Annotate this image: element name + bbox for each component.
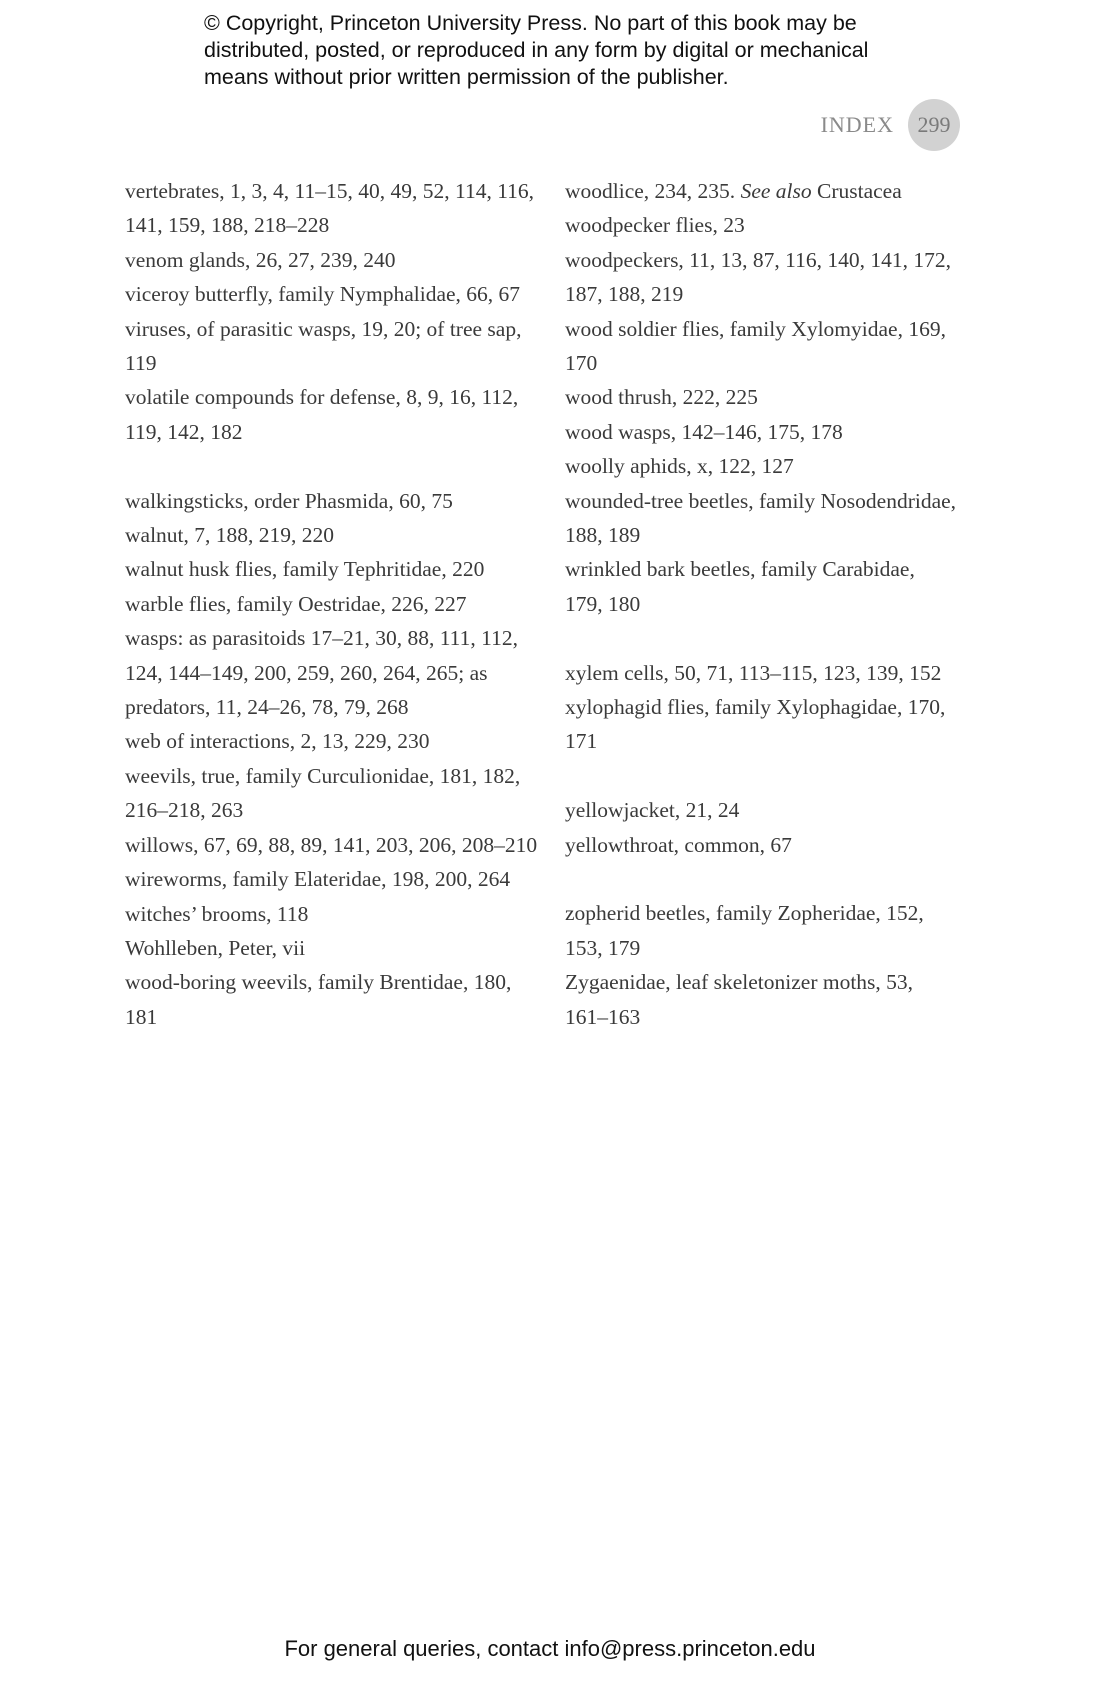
index-group-z <box>565 896 985 1034</box>
entry-line: woolly aphids, x, 122, 127 <box>565 454 794 479</box>
index-entry <box>565 174 985 208</box>
entry-line: 181 <box>125 1004 158 1029</box>
entry-line: venom glands, 26, 27, 239, 240 <box>125 247 396 272</box>
index-entry <box>565 896 985 965</box>
entry-line: zopherid beetles, family Zopheridae, 152, <box>565 901 924 926</box>
index-entry <box>565 208 985 242</box>
entry-line: walnut husk flies, family Tephritidae, 220 <box>125 557 485 582</box>
see-also-text: See also <box>740 179 812 203</box>
entry-line: walnut, 7, 188, 219, 220 <box>125 523 335 548</box>
running-head <box>821 99 960 151</box>
entry-line: 171 <box>565 729 598 754</box>
entry-line: wasps: as parasitoids 17–21, 30, 88, 111, 112, <box>125 626 518 651</box>
index-entry <box>125 621 535 724</box>
entry-line: woodpeckers, 11, 13, 87, 116, 140, 141, 172, <box>565 247 951 272</box>
index-column-right <box>565 174 985 1069</box>
entry-line: woodpecker flies, 23 <box>565 213 745 238</box>
index-entry <box>565 484 985 553</box>
entry-line: xylophagid flies, family Xylophagidae, 170, <box>565 695 946 720</box>
entry-line: xylem cells, 50, 71, 113–115, 123, 139, 152 <box>565 660 942 685</box>
entry-line: wireworms, family Elateridae, 198, 200, 264 <box>125 867 511 892</box>
entry-line: Zygaenidae, leaf skeletonizer moths, 53, <box>565 970 914 995</box>
entry-line: warble flies, family Oestridae, 226, 227 <box>125 591 467 616</box>
index-entry <box>125 380 535 449</box>
copyright-notice <box>204 10 924 91</box>
index-entry <box>125 828 538 862</box>
entry-line: predators, 11, 24–26, 78, 79, 268 <box>125 695 409 720</box>
entry-line: wood-boring weevils, family Brentidae, 180, <box>125 970 512 995</box>
entry-line: 119, 142, 182 <box>125 419 243 444</box>
entry-line: 153, 179 <box>565 935 641 960</box>
entry-text: woodlice, 234, 235. <box>565 179 741 203</box>
index-entry <box>125 759 535 828</box>
entry-line: yellowjacket, 21, 24 <box>565 798 740 823</box>
index-entry <box>565 415 985 449</box>
index-group-v <box>125 174 535 449</box>
copyright-line: means without prior written permission of the publisher. <box>204 65 729 89</box>
entry-line: 124, 144–149, 200, 259, 260, 264, 265; as <box>125 660 488 685</box>
entry-line: viceroy butterfly, family Nymphalidae, 66, 67 <box>125 282 521 307</box>
entry-line: wood thrush, 222, 225 <box>565 385 758 410</box>
index-entry <box>565 312 985 381</box>
entry-line: volatile compounds for defense, 8, 9, 16, 112, <box>125 385 519 410</box>
index-group-y <box>565 793 985 862</box>
entry-line: willows, 67, 69, 88, 89, 141, 203, 206, 208–210 <box>125 832 538 857</box>
index-entry <box>125 243 535 277</box>
index-entry <box>565 552 985 621</box>
entry-line: wood soldier flies, family Xylomyidae, 169, <box>565 316 946 341</box>
entry-line: wrinkled bark beetles, family Carabidae, <box>565 557 915 582</box>
index-entry <box>565 690 985 759</box>
index-group-x <box>565 656 985 759</box>
section-label: INDEX <box>820 112 894 137</box>
entry-line: walkingsticks, order Phasmida, 60, 75 <box>125 488 453 513</box>
entry-line: 161–163 <box>565 1004 641 1029</box>
entry-line: 179, 180 <box>565 591 641 616</box>
index-entry <box>125 312 535 381</box>
index-group-w <box>125 484 538 1035</box>
index-entry <box>125 518 535 552</box>
entry-line: 188, 189 <box>565 523 641 548</box>
footer-contact: For general queries, contact info@press.princeton.edu <box>284 1636 816 1661</box>
index-entry <box>125 897 535 931</box>
index-entry <box>565 828 985 862</box>
entry-line: wounded-tree beetles, family Nosodendridae, <box>565 488 957 513</box>
index-entry <box>565 656 985 690</box>
entry-line: weevils, true, family Curculionidae, 181, 182, <box>125 763 521 788</box>
index-group-w-continued <box>565 174 985 621</box>
index-column-left <box>125 174 538 1069</box>
index-entry <box>565 243 985 312</box>
index-entry <box>565 965 985 1034</box>
entry-line: Wohlleben, Peter, vii <box>125 935 306 960</box>
entry-line: 170 <box>565 351 598 376</box>
entry-line: 119 <box>125 351 157 376</box>
index-entry <box>125 587 535 621</box>
index-entry <box>125 931 535 965</box>
entry-line: web of interactions, 2, 13, 229, 230 <box>125 729 430 754</box>
page-number: 299 <box>908 99 960 151</box>
index-entry <box>125 277 535 311</box>
entry-line: yellowthroat, common, 67 <box>565 832 792 857</box>
index-entry <box>565 380 985 414</box>
entry-line: witches’ brooms, 118 <box>125 901 309 926</box>
index-entry <box>125 552 535 586</box>
entry-line: 141, 159, 188, 218–228 <box>125 213 330 238</box>
entry-text: Crustacea <box>811 179 902 203</box>
entry-line: 187, 188, 219 <box>565 282 684 307</box>
copyright-line: distributed, posted, or reproduced in any form by digital or mechanical <box>204 38 869 62</box>
entry-line <box>565 174 985 208</box>
index-entry <box>125 724 535 758</box>
index-entry <box>565 449 985 483</box>
index-entry <box>125 174 535 243</box>
index-entry <box>125 862 535 896</box>
index-entry <box>125 484 535 518</box>
index-entry <box>125 965 535 1034</box>
entry-line: 216–218, 263 <box>125 798 244 823</box>
index-entry <box>565 793 985 827</box>
entry-line: viruses, of parasitic wasps, 19, 20; of tree sap, <box>125 316 522 341</box>
copyright-line: © Copyright, Princeton University Press. No part of this book may be <box>204 11 857 35</box>
entry-line: vertebrates, 1, 3, 4, 11–15, 40, 49, 52, 114, 116, <box>125 179 535 203</box>
entry-line: wood wasps, 142–146, 175, 178 <box>565 419 843 444</box>
